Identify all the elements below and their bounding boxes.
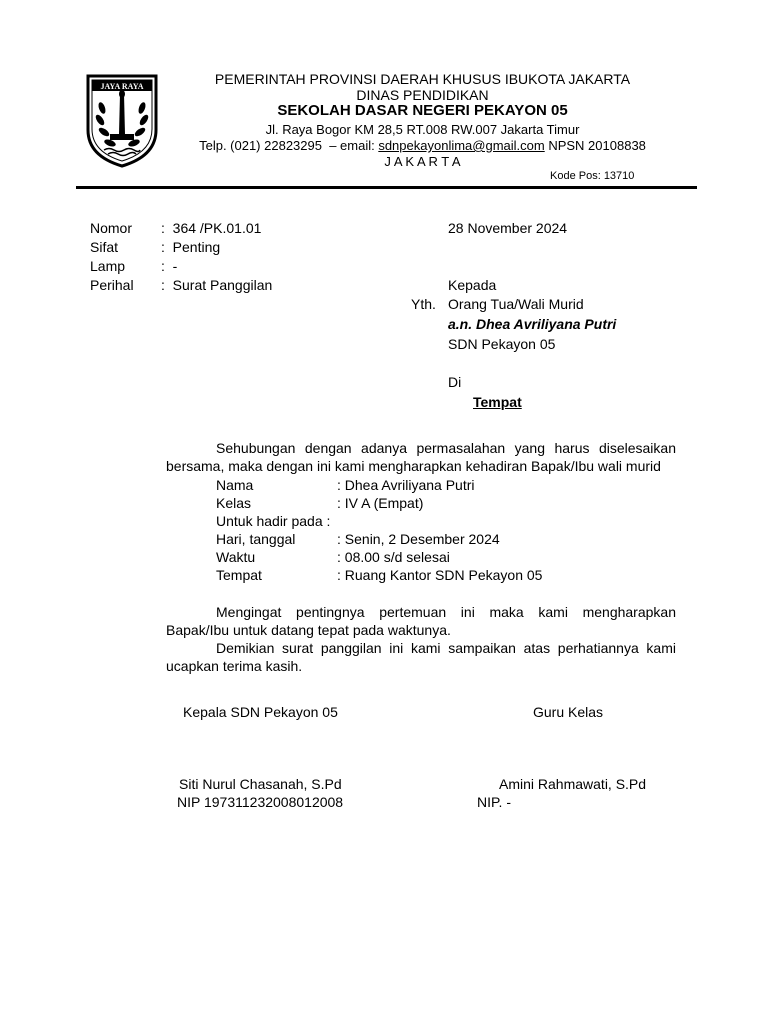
recipient-school: SDN Pekayon 05 (448, 336, 556, 352)
letterhead-city: J A K A R T A (384, 154, 461, 169)
reminder-line-1: Mengingat pentingnya pertemuan ini maka kami mengharapkan (216, 604, 676, 620)
detail-value: : Ruang Kantor SDN Pekayon 05 (337, 567, 543, 583)
reminder-line-2: Bapak/Ibu untuk datang tepat pada waktunya. (166, 622, 451, 638)
nomor-value: : 364 /PK.01.01 (161, 220, 262, 236)
detail-row (216, 566, 616, 584)
reminder-paragraph (166, 603, 676, 639)
recipient-line1: Orang Tua/Wali Murid (448, 296, 584, 312)
closing-line-1: Demikian surat panggilan ini kami sampaikan atas perhatiannya kami (216, 640, 676, 656)
logo-text: JAYA RAYA (100, 82, 144, 91)
detail-label: Untuk hadir pada : (216, 513, 331, 529)
detail-row (216, 548, 616, 566)
letterhead-government: PEMERINTAH PROVINSI DAERAH KHUSUS IBUKOTA JAKARTA (214, 71, 631, 87)
letterhead-department: DINAS PENDIDIKAN (356, 87, 489, 103)
detail-label: Hari, tanggal (216, 531, 296, 547)
detail-row (216, 476, 616, 494)
sifat-value: : Penting (161, 239, 221, 255)
letterhead-divider (76, 186, 697, 189)
closing-line-2: ucapkan terima kasih. (166, 658, 303, 674)
detail-row (216, 530, 616, 548)
letter-date: 28 November 2024 (448, 220, 568, 236)
detail-label: Kelas (216, 495, 252, 511)
detail-label: Waktu (216, 549, 256, 565)
signature-right-name: Amini Rahmawati, S.Pd (499, 776, 647, 792)
detail-value: : Senin, 2 Desember 2024 (337, 531, 500, 547)
lamp-value: : - (161, 258, 178, 274)
signature-left-title: Kepala SDN Pekayon 05 (183, 704, 338, 720)
recipient-name: a.n. Dhea Avriliyana Putri (448, 316, 617, 332)
recipient-kepada: Kepada (448, 277, 497, 293)
closing-paragraph (166, 639, 676, 675)
signature-right-nip: NIP. - (477, 794, 511, 810)
signature-right-title: Guru Kelas (533, 704, 604, 720)
letterhead-school-name: SEKOLAH DASAR NEGERI PEKAYON 05 (277, 102, 568, 119)
detail-value: : 08.00 s/d selesai (337, 549, 450, 565)
detail-label: Nama (216, 477, 254, 493)
detail-row (216, 512, 616, 530)
perihal-label: Perihal (90, 277, 134, 293)
detail-value: : Dhea Avriliyana Putri (337, 477, 475, 493)
recipient-tempat: Tempat (473, 394, 522, 410)
recipient-yth: Yth. (411, 296, 436, 312)
intro-paragraph (166, 439, 676, 475)
signature-left-nip: NIP 197311232008012008 (177, 794, 344, 810)
letterhead-address: Jl. Raya Bogor KM 28,5 RT.008 RW.007 Jakarta Timur (265, 122, 580, 137)
lamp-label: Lamp (90, 258, 126, 274)
detail-value: : IV A (Empat) (337, 495, 424, 511)
email-link[interactable]: sdnpekayonlima@gmail.com (378, 138, 545, 153)
nomor-label: Nomor (90, 220, 133, 236)
perihal-value: : Surat Panggilan (161, 277, 273, 293)
recipient-di: Di (448, 374, 462, 390)
intro-line-2: bersama, maka dengan ini kami mengharapkan kehadiran Bapak/Ibu wali murid (166, 458, 661, 474)
letterhead-phone: Telp. (021) 22823295 – email: (199, 138, 379, 153)
signature-left-name: Siti Nurul Chasanah, S.Pd (179, 776, 342, 792)
detail-row (216, 494, 616, 512)
letterhead-npsn: NPSN 20108838 (544, 138, 646, 153)
sifat-label: Sifat (90, 239, 119, 255)
letterhead-postal-code: Kode Pos: 13710 (550, 170, 635, 182)
intro-line-1: Sehubungan dengan adanya permasalahan yang harus diselesaikan (216, 440, 676, 456)
detail-label: Tempat (216, 567, 262, 583)
